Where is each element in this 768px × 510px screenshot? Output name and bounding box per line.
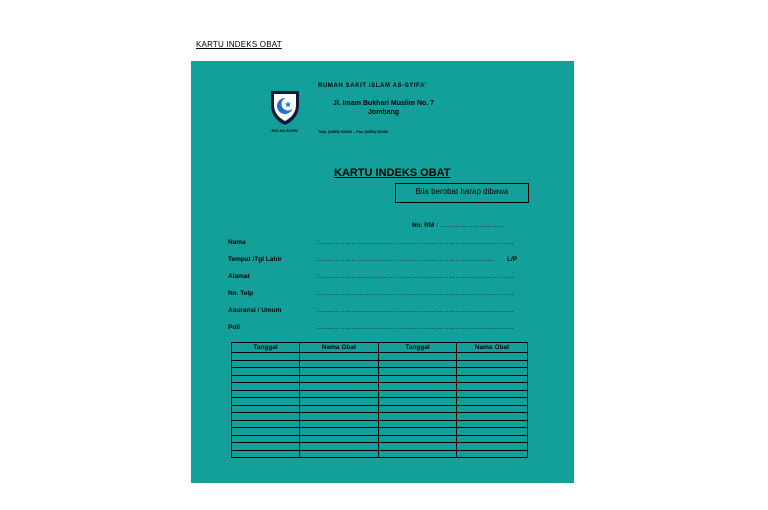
table-header-tanggal: Tanggal [379,343,457,353]
table-row [232,360,528,368]
table-cell [232,428,300,436]
table-cell [300,413,379,421]
table-cell [300,368,379,376]
table-header-nama-obat: Nama Obat [300,343,379,353]
table-cell [379,413,457,421]
table-row [232,413,528,421]
table-cell [457,428,528,436]
note-box: Bila berobat harap dibawa [395,183,529,203]
table-cell [379,390,457,398]
table-body [232,353,528,458]
logo-caption: RSI AS-SYIFA' [271,128,299,133]
hospital-address [321,99,446,117]
table-cell [457,360,528,368]
table-cell [232,443,300,451]
table-cell [300,360,379,368]
table-row [232,450,528,458]
table-row [232,405,528,413]
field-label-poli: Poli [228,324,240,331]
field-label-alamat: Alamat [228,273,250,280]
table-cell [379,450,457,458]
table-header-tanggal: Tanggal [232,343,300,353]
hospital-logo-icon [268,87,302,127]
table-cell [232,450,300,458]
address-line-2: Jombang [367,109,400,116]
table-cell [300,375,379,383]
field-line-tempat-tgl-lahir: :……………………………………………………………………… [317,256,495,263]
table-cell [232,390,300,398]
table-cell [232,375,300,383]
table-row [232,443,528,451]
field-label-no-telp: No. Telp [228,290,254,297]
table-cell [457,383,528,391]
table-cell [300,443,379,451]
address-line-1: Jl. Imam Bukhari Muslim No. 7 [332,100,435,107]
table-cell [457,450,528,458]
table-row [232,420,528,428]
field-line-poli: :……………………………………………………………………………… [317,324,514,331]
table-cell [379,360,457,368]
no-rm-label: No. RM : [412,222,439,229]
table-row [232,375,528,383]
table-cell [300,428,379,436]
table-cell [379,420,457,428]
table-cell [300,450,379,458]
table-cell [232,360,300,368]
table-cell [232,435,300,443]
table-cell [457,368,528,376]
table-row [232,428,528,436]
table-row [232,368,528,376]
table-cell [232,398,300,406]
no-rm-field [412,222,505,229]
field-line-no-telp: :……………………………………………………………………………… [317,290,514,297]
table-cell [300,405,379,413]
table-row [232,390,528,398]
table-row [232,383,528,391]
table-row [232,353,528,361]
table-cell [300,435,379,443]
table-cell [457,420,528,428]
medication-table [231,342,528,458]
hospital-name: RUMAH SAKIT ISLAM AS-SYIFA' [318,83,428,89]
table-cell [457,353,528,361]
table-cell [457,405,528,413]
table-cell [300,398,379,406]
table-cell [457,413,528,421]
table-cell [232,383,300,391]
gender-label: L/P [507,256,518,263]
table-cell [232,368,300,376]
table-header-nama-obat: Nama Obat [457,343,528,353]
table-cell [379,398,457,406]
table-cell [300,390,379,398]
index-card [191,61,574,483]
table-row [232,398,528,406]
table-cell [232,413,300,421]
table-cell [457,375,528,383]
table-cell [457,390,528,398]
page-heading: KARTU INDEKS OBAT [196,40,282,49]
table-cell [232,353,300,361]
table-cell [379,405,457,413]
table-cell [379,443,457,451]
field-label-asuransi: Asuransi / Umum [228,307,282,314]
table-cell [379,368,457,376]
table-cell [457,435,528,443]
table-cell [457,443,528,451]
table-header-row [232,343,528,353]
table-cell [457,398,528,406]
field-line-asuransi: :……………………………………………………………………………… [317,307,514,314]
table-cell [379,353,457,361]
field-label-tempat-tgl-lahir: Tempat /Tgl Lahir [228,256,282,263]
no-rm-line: ………………………… [440,222,506,229]
table-cell [300,353,379,361]
table-cell [232,420,300,428]
field-line-nama: :……………………………………………………………………………… [317,239,514,246]
table-row [232,435,528,443]
table-cell [300,383,379,391]
card-title: KARTU INDEKS OBAT [334,167,451,179]
hospital-phone: Telp. (0355) 52452 – Fax (0355) 52460 [318,129,389,134]
field-line-alamat: :……………………………………………………………………………… [317,273,514,280]
table-cell [379,428,457,436]
field-label-nama: Nama [228,239,246,246]
table-cell [232,405,300,413]
table-cell [379,383,457,391]
table-cell [379,375,457,383]
table-cell [379,435,457,443]
table-cell [300,420,379,428]
